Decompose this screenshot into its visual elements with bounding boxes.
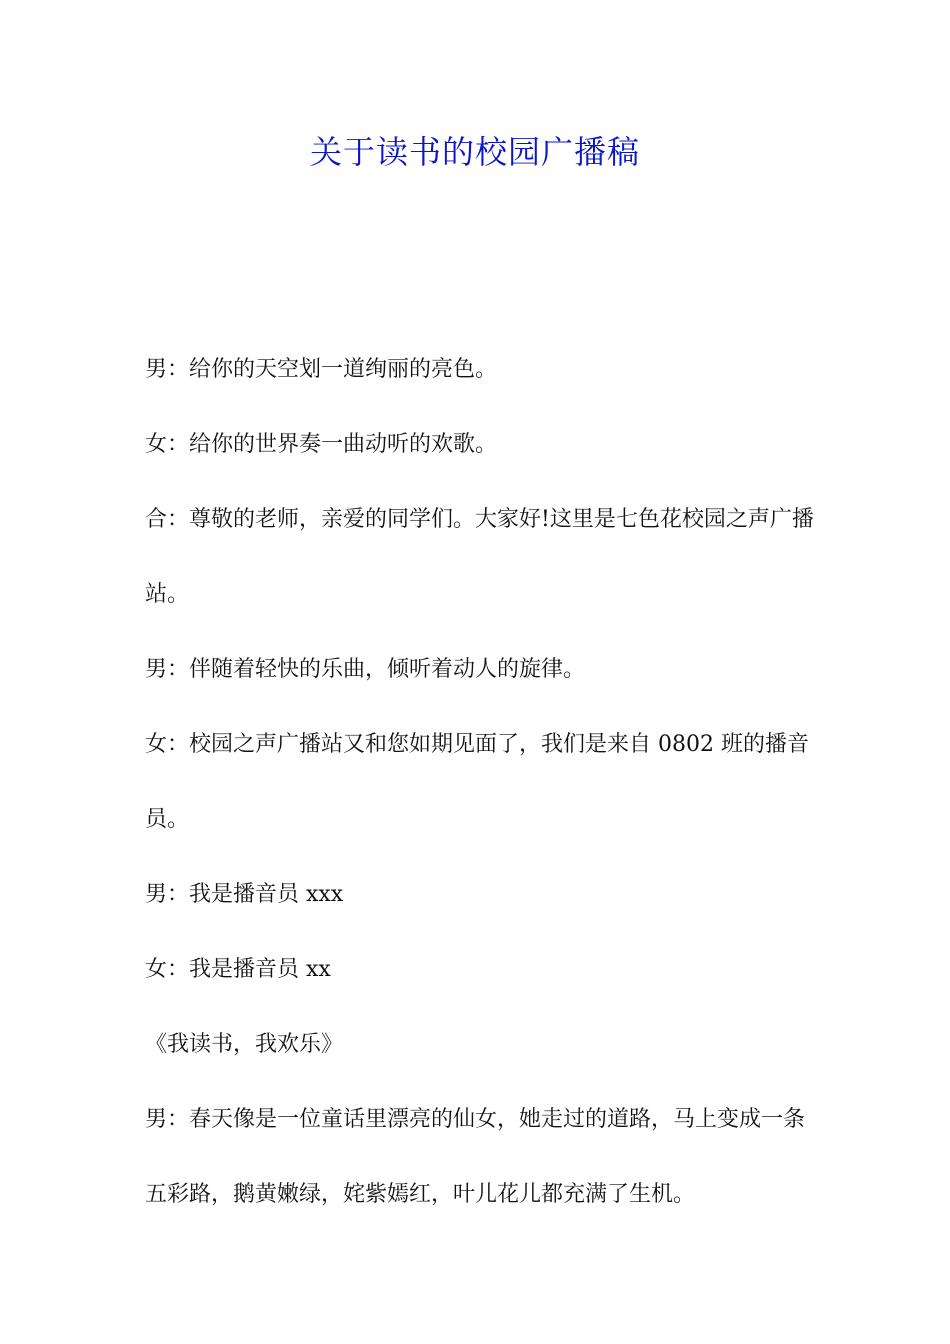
document-body	[145, 332, 825, 1232]
section-heading: 《我读书，我欢乐》	[145, 1032, 344, 1057]
paragraph-1: 男：给你的天空划一道绚丽的亮色。	[145, 357, 498, 382]
paragraph-2: 女：给你的世界奏一曲动听的欢歌。	[145, 432, 498, 457]
paragraph-3: 合：尊敬的老师，亲爱的同学们。大家好!这里是七色花校园之声广播站。	[145, 507, 814, 607]
paragraph-5: 女：校园之声广播站又和您如期见面了，我们是来自 0802 班的播音员。	[145, 732, 809, 832]
paragraph-9: 男：春天像是一位童话里漂亮的仙女，她走过的道路，马上变成一条五彩路，鹅黄嫩绿，姹紫嫣红，叶儿花儿都充满了生机。	[145, 1107, 806, 1207]
document-title: 关于读书的校园广播稿	[309, 133, 640, 171]
paragraph-7: 女：我是播音员 xx	[145, 957, 331, 982]
paragraph-4: 男：伴随着轻快的乐曲，倾听着动人的旋律。	[145, 657, 586, 682]
paragraph-6: 男：我是播音员 xxx	[145, 882, 344, 907]
